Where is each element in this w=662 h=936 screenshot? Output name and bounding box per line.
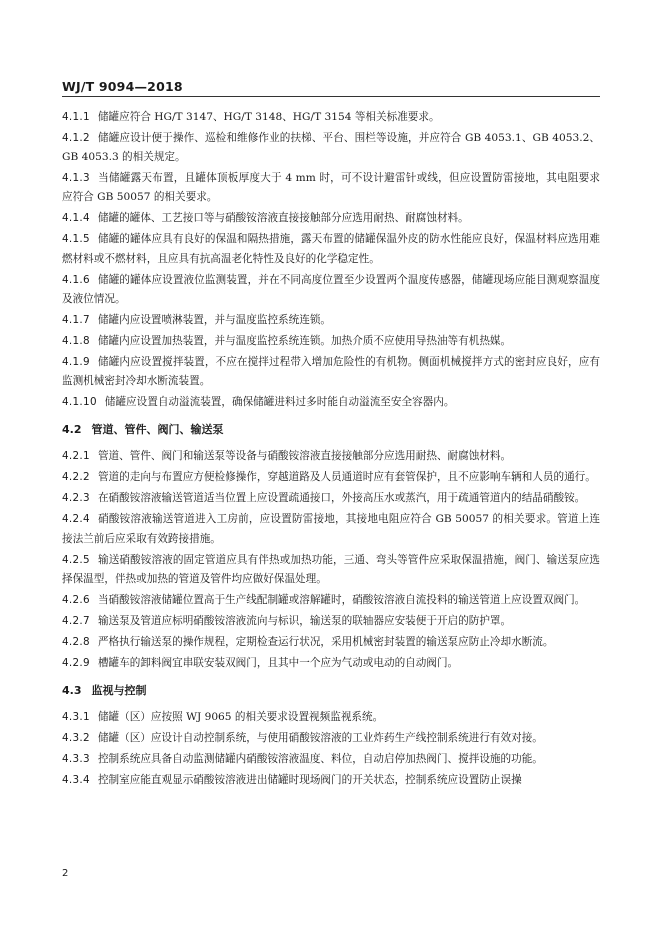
clause-number: 4.1.7 bbox=[62, 313, 90, 326]
clause-group-4-2 bbox=[62, 447, 600, 673]
clause-number: 4.3.4 bbox=[62, 774, 90, 787]
clause bbox=[62, 353, 600, 391]
clause-text: 储罐（区）应按照 WJ 9065 的相关要求设置视频监视系统。 bbox=[97, 711, 384, 724]
clause-number: 4.3.2 bbox=[62, 732, 90, 745]
clause bbox=[62, 393, 600, 412]
section-number: 4.2 bbox=[62, 423, 82, 437]
clause-text: 储罐的罐体、工艺接口等与硝酸铵溶液直接接触部分应选用耐热、耐腐蚀材料。 bbox=[97, 212, 469, 225]
clause-group-4-3 bbox=[62, 708, 600, 790]
section-number: 4.3 bbox=[62, 684, 82, 698]
section-title: 监视与控制 bbox=[91, 684, 147, 698]
clause-text: 当硝酸铵溶液储罐位置高于生产线配制罐或溶解罐时，硝酸铵溶液自流投料的输送管道上应设置双阀门。 bbox=[97, 593, 586, 606]
header-divider bbox=[62, 96, 600, 97]
clause bbox=[62, 489, 600, 508]
clause-number: 4.1.8 bbox=[62, 334, 90, 347]
clause-text: 槽罐车的卸料阀宜串联安装双阀门，且其中一个应为气动或电动的自动阀门。 bbox=[97, 656, 459, 669]
clause-text: 储罐的罐体应具有良好的保温和隔热措施，露天布置的储罐保温外皮的防水性能应良好，保温材料应选用难燃材料或不燃材料，且应具有抗高温老化特性及良好的化学稳定性。 bbox=[62, 233, 600, 265]
clause-text: 储罐内应设置搅拌装置，不应在搅拌过程带入增加危险性的有机物。侧面机械搅拌方式的密封应良好，应有监测机械密封冷却水断流装置。 bbox=[62, 355, 600, 388]
clause-text: 储罐（区）应设计自动控制系统，与使用硝酸铵溶液的工业炸药生产线控制系统进行有效对接。 bbox=[97, 732, 543, 745]
clause bbox=[62, 729, 600, 748]
clause-number: 4.2.3 bbox=[62, 492, 90, 505]
clause-number: 4.2.8 bbox=[62, 635, 90, 648]
clause-number: 4.2.6 bbox=[62, 593, 90, 606]
clause-text: 控制系统应具备自动监测储罐内硝酸铵溶液温度、料位，自动启停加热阀门、搅拌设施的功能。 bbox=[97, 753, 543, 766]
clause-number: 4.2.4 bbox=[62, 513, 90, 526]
clause bbox=[62, 654, 600, 673]
clause-text: 输送硝酸铵溶液的固定管道应具有伴热或加热功能，三通、弯头等管件应采取保温措施，阀门、输送泵应选择保温型，伴热或加热的管道及管件均应做好保温处理。 bbox=[62, 553, 600, 585]
clause-number: 4.3.3 bbox=[62, 753, 90, 766]
clause-number: 4.1.9 bbox=[62, 355, 90, 368]
clause bbox=[62, 750, 600, 769]
section-heading-4-3 bbox=[62, 681, 600, 700]
clause-text: 当储罐露天布置，且罐体顶板厚度大于 4 mm 时，可不设计避雷针或线，但应设置防雷接地，其电阻要求应符合 GB 50057 的相关要求。 bbox=[62, 172, 600, 204]
clause-number: 4.1.3 bbox=[62, 172, 90, 185]
clause-number: 4.2.9 bbox=[62, 656, 90, 669]
clause bbox=[62, 612, 600, 631]
clause-text: 储罐内应设置加热装置，并与温度监控系统连锁。加热介质不应使用导热油等有机热媒。 bbox=[97, 334, 512, 347]
clause bbox=[62, 129, 600, 167]
clause bbox=[62, 169, 600, 207]
standard-code: WJ/T 9094—2018 bbox=[62, 79, 183, 94]
clause bbox=[62, 447, 600, 466]
clause-number: 4.1.6 bbox=[62, 273, 90, 286]
clause-number: 4.1.5 bbox=[62, 233, 90, 246]
clause bbox=[62, 551, 600, 589]
clause-text: 储罐应设计便于操作、巡检和维修作业的扶梯、平台、围栏等设施，并应符合 GB 4053.1、GB 4053.2、GB 4053.3 的相关规定。 bbox=[62, 132, 600, 164]
clause-text: 管道的走向与布置应方便检修操作，穿越道路及人员通道时应有套管保护，且不应影响车辆和人员的通行。 bbox=[97, 471, 596, 484]
clause-text: 储罐内应设置喷淋装置，并与温度监控系统连锁。 bbox=[97, 313, 332, 326]
clause-text: 管道、管件、阀门和输送泵等设备与硝酸铵溶液直接接触部分应选用耐热、耐腐蚀材料。 bbox=[97, 450, 512, 463]
clause-text: 控制室应能直观显示硝酸铵溶液进出储罐时现场阀门的开关状态，控制系统应设置防止误操 bbox=[97, 774, 522, 787]
clause-number: 4.2.1 bbox=[62, 450, 90, 463]
clause-text: 储罐应符合 HG/T 3147、HG/T 3148、HG/T 3154 等相关标准要求。 bbox=[97, 111, 440, 123]
page-number: 2 bbox=[62, 868, 69, 879]
clause bbox=[62, 271, 600, 309]
section-title: 管道、管件、阀门、输送泵 bbox=[91, 423, 224, 437]
clause bbox=[62, 332, 600, 351]
clause-group-4-1 bbox=[62, 108, 600, 412]
clause-text: 在硝酸铵溶液输送管道适当位置上应设置疏通接口，外接高压水或蒸汽，用于疏通管道内的结晶硝酸铵。 bbox=[97, 492, 586, 505]
clause bbox=[62, 108, 600, 127]
clause bbox=[62, 708, 600, 727]
clause-number: 4.1.1 bbox=[62, 111, 90, 123]
clause bbox=[62, 510, 600, 548]
clause bbox=[62, 633, 600, 652]
clause-number: 4.2.2 bbox=[62, 471, 90, 484]
clause-text: 硝酸铵溶液输送管道进入工房前，应设置防雷接地，其接地电阻应符合 GB 50057 的相关要求。管道上连接法兰前后应采取有效跨接措施。 bbox=[62, 513, 600, 545]
clause-text: 严格执行输送泵的操作规程，定期检查运行状况，采用机械密封装置的输送泵应防止冷却水断流。 bbox=[97, 635, 554, 648]
section-heading-4-2 bbox=[62, 420, 600, 439]
document-body bbox=[62, 108, 600, 792]
clause bbox=[62, 311, 600, 330]
clause-number: 4.2.7 bbox=[62, 614, 90, 627]
clause bbox=[62, 771, 600, 790]
clause bbox=[62, 591, 600, 610]
clause-number: 4.1.2 bbox=[62, 132, 90, 144]
clause bbox=[62, 209, 600, 228]
clause-number: 4.1.4 bbox=[62, 212, 90, 225]
clause-text: 储罐应设置自动溢流装置，确保储罐进料过多时能自动溢流至安全容器内。 bbox=[104, 396, 455, 409]
clause bbox=[62, 230, 600, 268]
clause-number: 4.2.5 bbox=[62, 553, 90, 566]
clause-number: 4.3.1 bbox=[62, 711, 90, 724]
clause-number: 4.1.10 bbox=[62, 396, 97, 409]
clause-text: 输送泵及管道应标明硝酸铵溶液流向与标识，输送泵的联轴器应安装便于开启的防护罩。 bbox=[97, 614, 512, 627]
clause bbox=[62, 468, 600, 487]
clause-text: 储罐的罐体应设置液位监测装置，并在不同高度位置至少设置两个温度传感器，储罐现场应能目测观察温度及液位情况。 bbox=[62, 273, 600, 305]
